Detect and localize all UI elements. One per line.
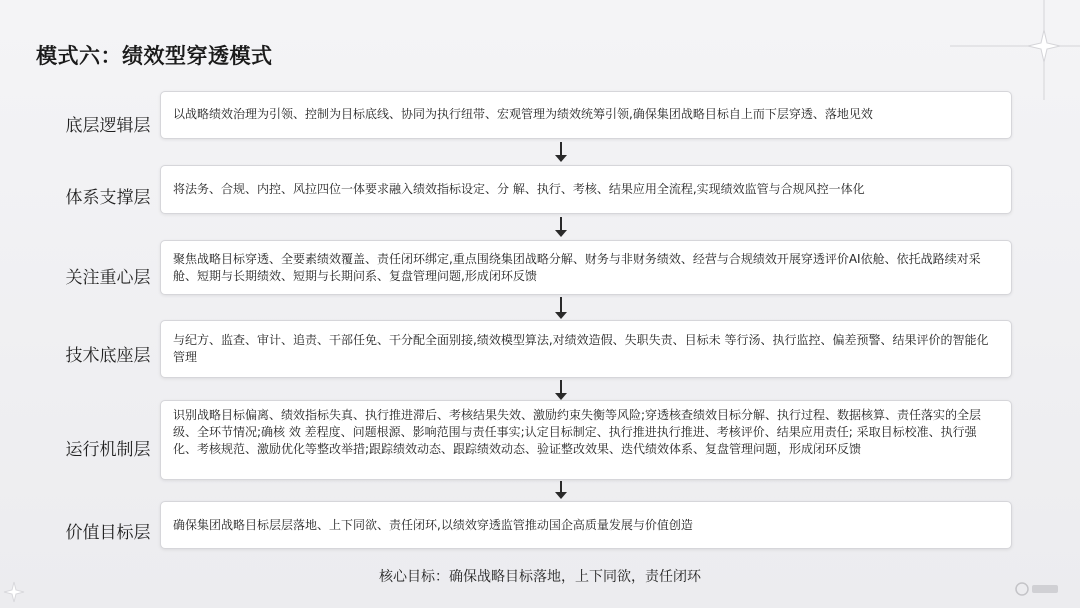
- layer-box-value: 确保集团战略目标层层落地、上下同欲、责任闭环,以绩效穿透监管推动国企高质量发展与价值创造: [160, 501, 1012, 549]
- logo-icon: [1014, 580, 1062, 598]
- layer-label-focus: 关注重心层: [65, 268, 151, 288]
- layer-box-tech: 与纪方、监查、审计、追责、干部任免、干分配全面别接,绩效模型算法,对绩效造假、失职失责、目标未 等行汤、执行监控、偏差预警、结果评价的智能化管理: [160, 320, 1012, 378]
- down-arrow-icon: [555, 142, 567, 162]
- down-arrow-icon: [555, 297, 567, 319]
- down-arrow-icon: [555, 217, 567, 237]
- down-arrow-icon: [555, 380, 567, 400]
- layer-label-tech: 技术底座层: [65, 346, 151, 366]
- down-arrow-icon: [555, 481, 567, 499]
- layer-label-logic: 底层逻辑层: [65, 116, 151, 136]
- layer-box-mechanism: 识别战略目标偏离、绩效指标失真、执行推进滞后、考核结果失效、激励约束失衡等风险;穿透核查绩效目标分解、执行过程、数据核算、责任落实的全层级、全环节情况;确核 效 差程度、问题根源、影响范围与责任事实;认定目标制定、执行推进执行推进、考核评价、结果应用责任; 采取目标校准、执行强化、考核规范、激励优化等整改举措;跟踪绩效动态、跟踪绩效动态、验证整改效果、迭代绩效体系、复盘管理问题，形成闭环反馈: [160, 400, 1012, 480]
- layer-label-mechanism: 运行机制层: [65, 440, 151, 460]
- layer-label-support: 体系支撑层: [65, 188, 151, 208]
- sparkle-icon: [950, 0, 1080, 100]
- page-title: 模式六：绩效型穿透模式: [36, 44, 273, 68]
- layer-box-focus: 聚焦战略目标穿透、全要素绩效覆盖、责任闭环绑定,重点围绕集团战略分解、财务与非财务绩效、经营与合规绩效开展穿透评价AI依舱、依托战路续对采舱、短期与长期绩效、短期与长期问系、复盘管理问题,形成闭环反馈: [160, 240, 1012, 295]
- layer-label-value: 价值目标层: [65, 523, 151, 543]
- core-goal: 核心目标：确保战略目标落地，上下同欲，责任闭环: [379, 569, 701, 585]
- layer-box-support: 将法务、合规、内控、风拉四位一体要求融入绩效指标设定、分 解、执行、考核、结果应用全流程,实现绩效监管与合规风控一体化: [160, 165, 1012, 214]
- layer-box-logic: 以战略绩效治理为引领、控制为目标底线、协同为执行纽带、宏观管理为绩效统筹引领,确保集团战略目标自上而下层穿透、落地见效: [160, 91, 1012, 139]
